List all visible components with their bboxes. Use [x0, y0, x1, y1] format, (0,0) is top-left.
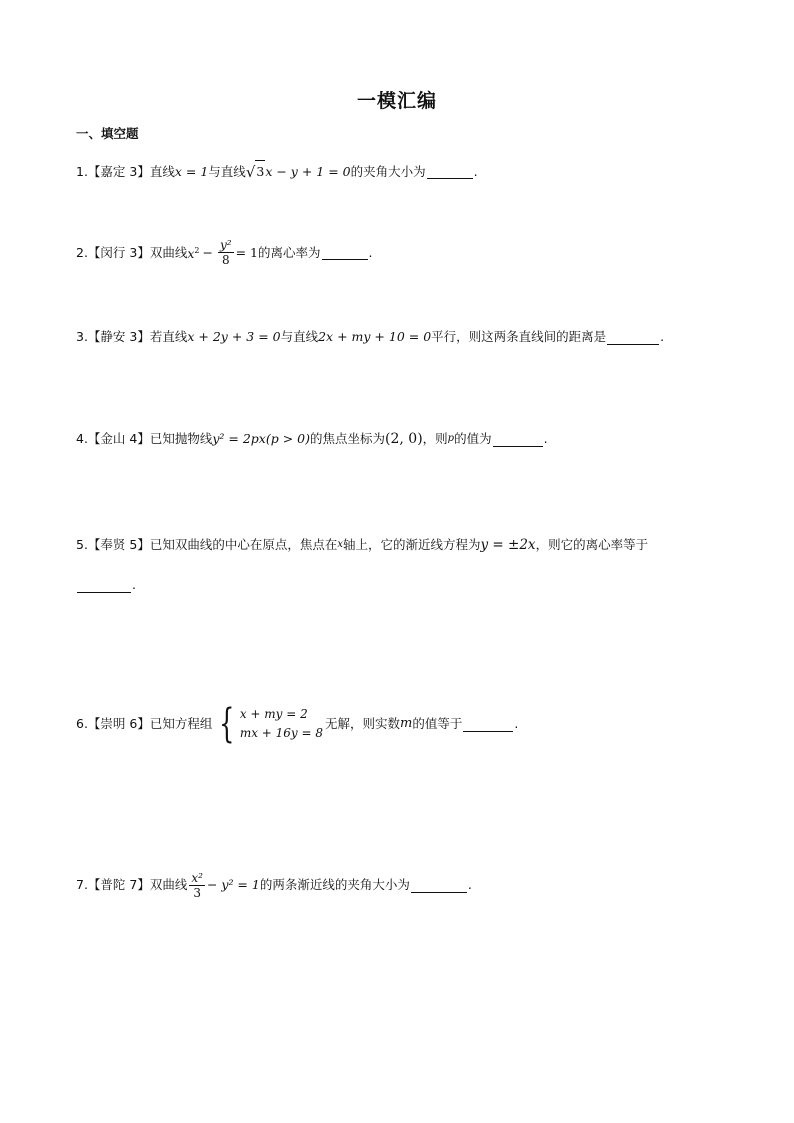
q4-prefix: 4.【金山 4】已知抛物线 [76, 431, 213, 446]
answer-blank[interactable] [607, 330, 659, 345]
q1-suffix: 的夹角大小为 [350, 163, 426, 179]
question-3 [76, 326, 664, 348]
q6-period: . [514, 716, 519, 731]
q7-period: . [467, 877, 472, 892]
q4-mid2: ，则 [422, 431, 448, 446]
q6-line-2: mx + 16y = 8 [239, 726, 324, 740]
q3-eq1: x + 2y + 3 = 0 [187, 329, 281, 344]
q1-sqrt: √ 3 [246, 160, 266, 183]
q5-var: x [337, 539, 343, 550]
section-heading: 一、填空题 [76, 126, 139, 141]
q1-mid: 与直线 [208, 163, 246, 179]
answer-blank[interactable] [427, 164, 473, 179]
q2-denominator: 8 [221, 253, 230, 267]
q5-eq: y = ±2x [480, 537, 536, 553]
q3-suffix: 平行，则这两条直线间的距离是 [431, 329, 607, 344]
q7-numerator: x² [191, 870, 203, 885]
q2-eq: = 1 [235, 244, 258, 260]
question-5 [76, 534, 648, 556]
q6-var: m [400, 716, 413, 731]
q7-fraction [189, 871, 205, 900]
q3-eq2: 2x + my + 10 = 0 [318, 329, 432, 344]
q6-line-1: x + my = 2 [239, 707, 308, 721]
q6-suffix: 的值等于 [412, 716, 463, 731]
q1-eq2: x − y + 1 = 0 [265, 163, 351, 179]
question-7 [76, 868, 472, 902]
q6-mid: 无解，则实数 [325, 716, 401, 731]
q7-denominator: 3 [193, 885, 201, 900]
q4-point: (2, 0) [385, 431, 423, 447]
question-6 [76, 700, 518, 748]
q6-prefix: 6.【崇明 6】已知方程组 [76, 716, 213, 731]
q1-period: . [473, 163, 478, 179]
q2-x2: $x^2$ [187, 245, 200, 262]
question-4 [76, 428, 548, 450]
q5-period: . [132, 577, 136, 592]
q6-system [214, 701, 324, 747]
q2-numerator: y² [220, 238, 232, 252]
q7-eq: − y² = 1 [206, 877, 260, 892]
q4-eq: y² = 2px(p > 0) [212, 431, 310, 446]
q5-suffix: ，则它的离心率等于 [535, 537, 649, 552]
question-2: 2.【闵行 3】双曲线 $x^2$ − $\frac{\text{y²}}{8}$ = 1 的离心率为 . [76, 238, 373, 267]
answer-blank[interactable] [77, 578, 131, 593]
q4-period: . [543, 431, 548, 446]
question-5-line-2 [76, 574, 136, 596]
q7-prefix: 7.【普陀 7】双曲线 [76, 877, 188, 892]
q1-prefix: 1.【嘉定 3】直线 [76, 163, 175, 179]
q5-mid: 轴上，它的渐近线方程为 [343, 537, 481, 552]
q1-sqrt-value: 3 [255, 160, 265, 183]
q2-x: x [187, 246, 195, 262]
q4-mid: 的焦点坐标为 [310, 431, 386, 446]
question-1 [76, 160, 478, 183]
q2-prefix: 2.【闵行 3】双曲线 [76, 244, 188, 260]
brace-icon: { [219, 701, 235, 747]
q4-suffix: 的值为 [454, 431, 492, 446]
q2-fraction [218, 238, 234, 267]
answer-blank[interactable] [322, 245, 368, 260]
answer-blank[interactable] [493, 432, 543, 447]
q2-period: . [368, 244, 373, 260]
q1-eq1: x = 1 [174, 163, 209, 179]
q2-suffix: 的离心率为 [258, 244, 321, 260]
q4-var: p [447, 433, 455, 444]
answer-blank[interactable] [411, 878, 467, 893]
q3-prefix: 3.【静安 3】若直线 [76, 329, 188, 344]
answer-blank[interactable] [463, 717, 513, 732]
page-title: 一模汇编 [356, 90, 437, 112]
q7-suffix: 的两条渐近线的夹角大小为 [259, 877, 410, 892]
q5-prefix: 5.【奉贤 5】已知双曲线的中心在原点，焦点在 [76, 537, 338, 552]
q3-period: . [660, 329, 665, 344]
q3-mid: 与直线 [280, 329, 319, 344]
